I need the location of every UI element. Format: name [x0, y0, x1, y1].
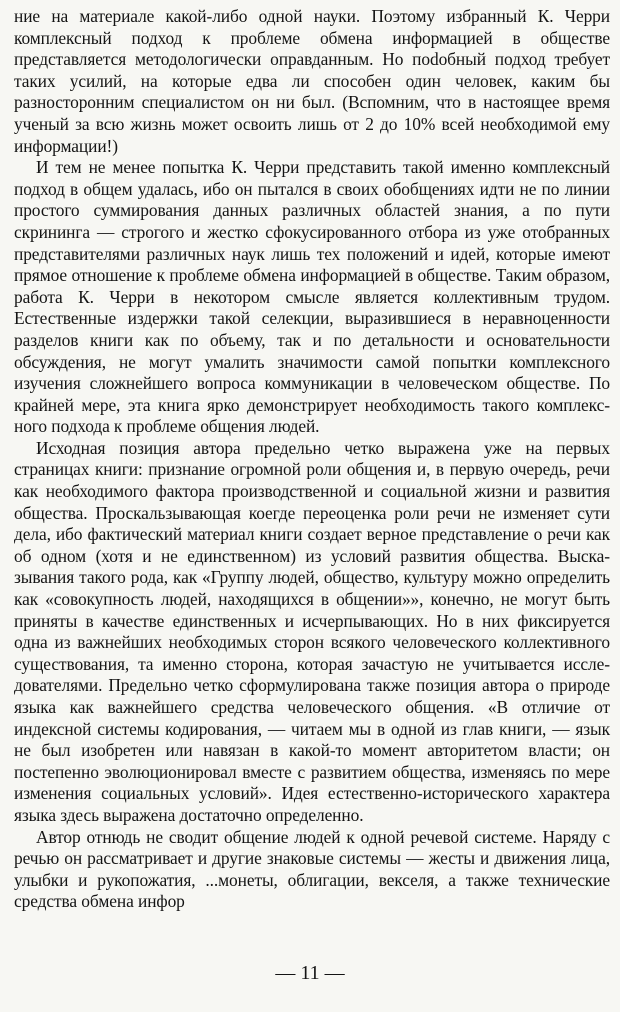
page-text — [14, 6, 610, 913]
paragraph-1: ние на материале какой-либо одной науки. Поэтому избранный К. Черри комплексный подход к проблеме обмена информацией в обществе представляется методологически оправданным. Но поdобный подход требует таких усилий, на которые едва ли способен один человек, каким бы разносторонним специалистом он ни был. (Вспомним, что в настоящее время ученый за всю жизнь может освоить лишь от 2 до 10% всей необходимой ему информации!) — [14, 6, 610, 156]
paragraph-4: Автор отнюдь не сводит общение людей к одной речевой системе. Наряду с речью он рассматривает и другие знаковые системы — жесты и движения лица, улыбки и рукопожатия, ...монеты, облигации, векселя, а также технические средства обмена инфор — [14, 826, 610, 912]
paragraph-2: И тем не менее попытка К. Черри представить такой именно комплексный подход в общем удалась, ибо он пытался в своих обобщениях идти не по линии простого суммирования данных различных областей знания, а по пути скрининга — строгого и жестко сфокусированного отбора из уже отобранных представителями различных наук лишь тех положений и идей, которые имеют прямое отношение к проблеме обмена информацией в обществе. Таким образом, работа К. Черри в некотором смысле является коллективным трудом. Естественные издержки такой селекции, выразившиеся в неравноценности разделов книги как по объему, так и по детальности и основательности обсуждения, не могут умалить значимости самой попытки комплексного изучения сложнейшего вопроса коммуникации в человеческом обществе. По крайней мере, эта книга ярко демонстрирует необходимость такого комплексного подхода к проблеме общения людей. — [14, 157, 610, 437]
paragraph-3: Исходная позиция автора предельно четко выражена уже на первых страницах книги: признание огромной роли общения и, в первую очередь, речи как необходимого фактора производственной и социальной жизни и развития общества. Проскальзывающая коегде переоценка роли речи не изменяет сути дела, ибо фактический материал книги создает верное представление о речи как об одном (хотя и не единственном) из условий развития общества. Высказывания такого рода, как «Группу людей, общество, культуру можно определить как «совокупность людей, находящихся в общении»», конечно, не могут быть приняты в качестве единственных и исчерпывающих. Но в них фиксируется одна из важнейших необходимых сторон всякого человеческого коллективного существования, та именно сторона, которая зачастую не учитывается исследователями. Предельно четко сформулирована также позиция автора о природе языка как важнейшего средства человеческого общения. «В отличие от индексной системы кодирования, — читаем мы в одной из глав книги, — язык не был изобретен или навязан в какой-то момент авторитетом власти; он постепенно эволюционировал вместе с развитием общества, изменяясь по мере изменения социальных условий». Идея естественно-исторического характера языка здесь выражена достаточно определенно. — [14, 437, 610, 825]
page-number: — 11 — — [275, 962, 345, 984]
